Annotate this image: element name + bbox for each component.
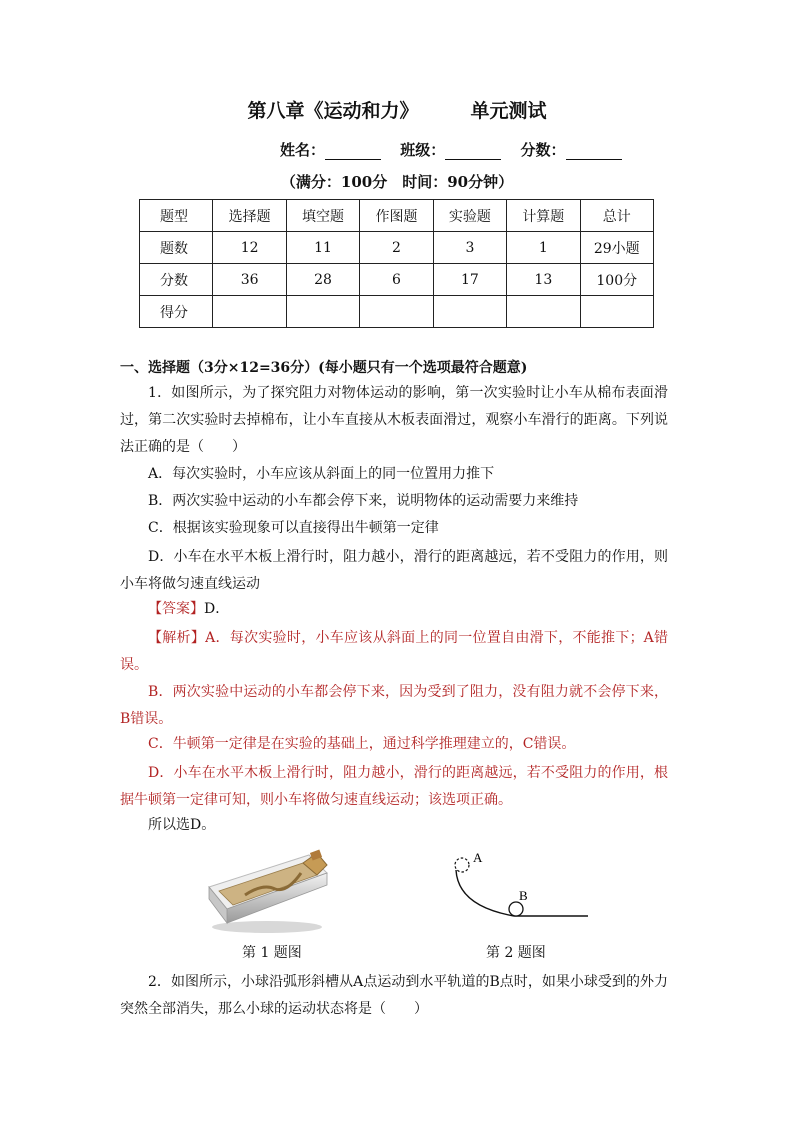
analysis-tag: 【解析】 [148,630,206,646]
score-table-cell: 100分 [580,264,653,296]
class-label: 班级： [400,141,446,159]
score-table-cell[interactable] [360,296,433,328]
score-table-header-cell: 选择题 [213,200,286,232]
score-table-cell: 13 [507,264,580,296]
score-table-header-cell: 填空题 [286,200,359,232]
score-table-cell[interactable] [507,296,580,328]
score-table-cell: 1 [507,232,580,264]
q1-option-b: B．两次实验中运动的小车都会停下来，说明物体的运动需要力来维持 [148,493,579,509]
q1-option-d: D．小车在水平木板上滑行时，阻力越小，滑行的距离越远，若不受阻力的作用，则小车将做匀速直线运动 [120,549,668,592]
exam-note: （满分：100分 时间：90分钟） [280,173,514,191]
name-label: 姓名： [280,141,326,159]
score-table-header-cell: 作图题 [360,200,433,232]
score-table-cell: 29小题 [580,232,653,264]
score-table-cell: 28 [286,264,359,296]
score-blank[interactable] [566,145,622,160]
score-table-cell: 3 [433,232,506,264]
score-table-cell: 分数 [140,264,213,296]
score-table-cell: 36 [213,264,286,296]
score-table-cell[interactable] [213,296,286,328]
score-table-cell: 11 [286,232,359,264]
score-table-cell: 题数 [140,232,213,264]
label-b: B [519,888,528,903]
q1-stem: 1．如图所示，为了探究阻力对物体运动的影响，第一次实验时让小车从棉布表面滑过，第二次实验时去掉棉布，让小车直接从木板表面滑过，观察小车滑行的距离。下列说法正确的是（ ） [120,385,668,455]
q1-option-c: C．根据该实验现象可以直接得出牛顿第一定律 [148,520,439,536]
score-table-cell: 12 [213,232,286,264]
q2-stem: 2．如图所示，小球沿弧形斜槽从A点运动到水平轨道的B点时，如果小球受到的外力突然全部消失，那么小球的运动状态将是（ ） [120,974,668,1017]
figure-1-caption: 第 1 题图 [242,945,302,961]
q1-analysis-c: C．牛顿第一定律是在实验的基础上，通过科学推理建立的，C错误。 [148,736,576,752]
figure-2-arc-track [440,848,600,928]
score-table-cell[interactable] [286,296,359,328]
analysis-a-text: A．每次实验时，小车应该从斜面上的同一位置自由滑下，不能推下；A错误。 [120,630,668,673]
title-test: 单元测试 [470,100,547,122]
score-table-row [140,200,654,232]
score-label: 分数： [520,141,566,159]
ball-a-icon [455,858,469,872]
answer-tag: 【答案】 [148,601,204,617]
q1-answer [148,598,229,618]
score-table-cell: 2 [360,232,433,264]
score-table-cell[interactable] [433,296,506,328]
score-table-cell: 得分 [140,296,213,328]
student-info-line [280,139,622,160]
score-table-cell: 6 [360,264,433,296]
q1-analysis-a [120,625,668,679]
q1-analysis-d: D．小车在水平木板上滑行时，阻力越小，滑行的距离越远，若不受阻力的作用，根据牛顿第一定律可知，则小车将做匀速直线运动；该选项正确。 [120,765,668,808]
score-table-cell[interactable] [580,296,653,328]
q1-conclusion: 所以选D。 [148,817,216,833]
score-table-header-cell: 题型 [140,200,213,232]
q1-analysis-b: B．两次实验中运动的小车都会停下来，因为受到了阻力，没有阻力就不会停下来，B错误。 [120,684,668,727]
title-chapter: 第八章《运动和力》 [247,100,419,122]
ball-b-icon [509,902,523,916]
q1-option-a: A．每次实验时，小车应该从斜面上的同一位置用力推下 [148,466,495,482]
section-heading: 一、选择题（3分×12=36分）(每小题只有一个选项最符合题意) [120,360,528,376]
score-table-header-cell: 总计 [580,200,653,232]
score-table-header-cell: 实验题 [433,200,506,232]
score-table [139,199,654,328]
figure-2-caption: 第 2 题图 [486,945,546,961]
answer-value: D． [204,601,230,617]
score-table-header-cell: 计算题 [507,200,580,232]
score-table-row [140,264,654,296]
score-table-row [140,232,654,264]
score-table-row [140,296,654,328]
page-title [0,96,794,123]
figure-1-ramp-apparatus [205,843,335,935]
name-blank[interactable] [325,145,381,160]
label-a: A [473,850,483,865]
class-blank[interactable] [445,145,501,160]
score-table-cell: 17 [433,264,506,296]
